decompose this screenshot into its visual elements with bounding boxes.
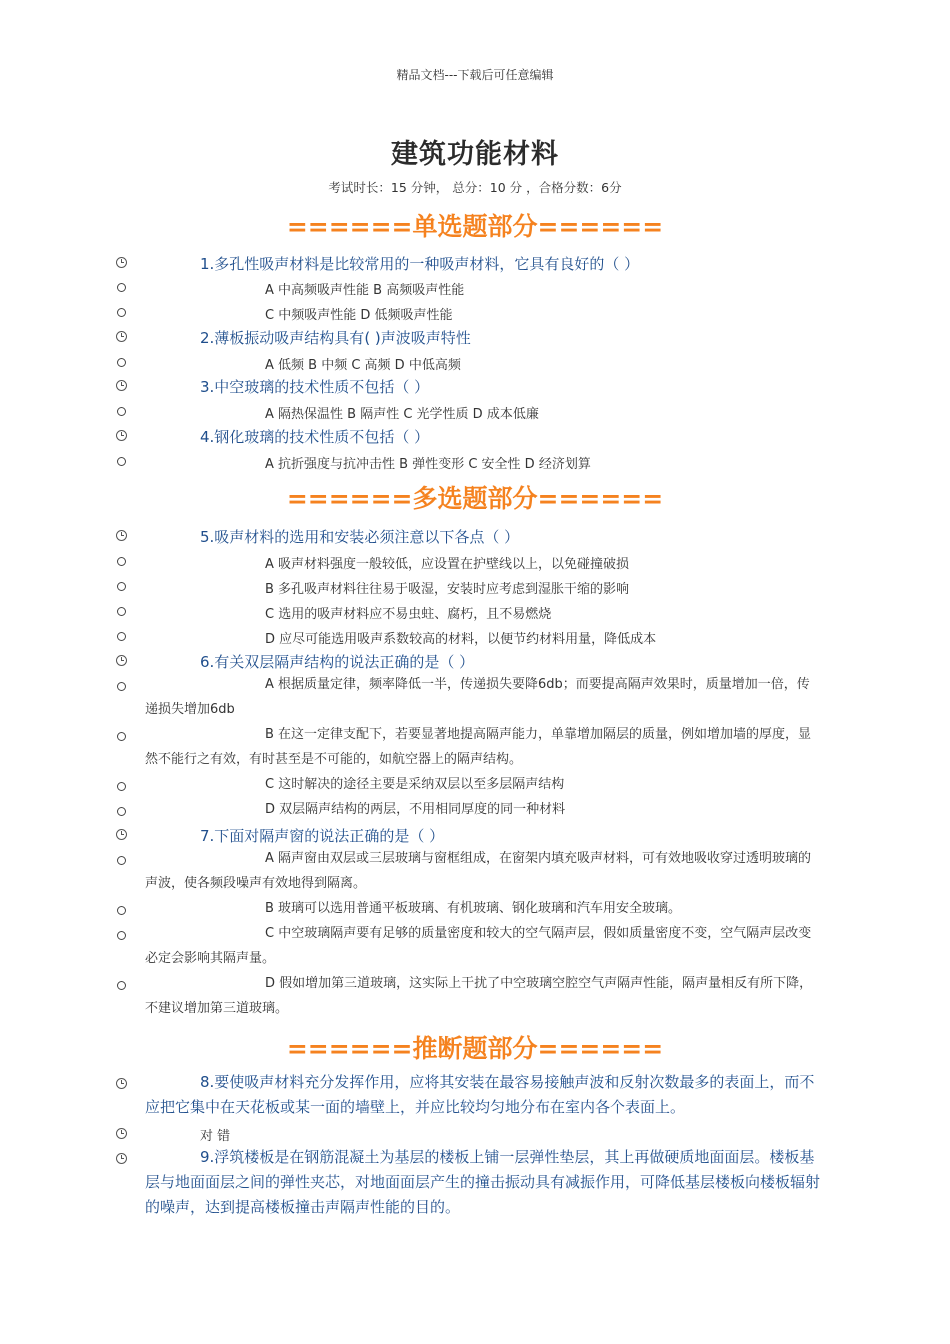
checkbox-circle-icon[interactable]: [117, 632, 126, 641]
question-text: 3.中空玻璃的技术性质不包括（ ）: [200, 378, 430, 396]
checkbox-circle-icon[interactable]: [117, 931, 126, 940]
checkbox-circle-icon[interactable]: [117, 607, 126, 616]
question-text: 9.浮筑楼板是在钢筋混凝土为基层的楼板上铺一层弹性垫层，其上再做硬质地面面层。楼板基层与地面面层之间的弹性夹芯，对地面面层产生的撞击振动具有减振作用，可降低基层楼板向楼板辐射的噪声，达到提高楼板撞击声隔声性能的目的。: [145, 1148, 821, 1216]
question-text: 8.要使吸声材料充分发挥作用，应将其安装在最容易接触声波和反射次数最多的表面上，而不应把它集中在天花板或某一面的墙壁上，并应比较均匀地分布在室内各个表面上。: [145, 1073, 815, 1116]
option-text: C 中频吸声性能 D 低频吸声性能: [265, 308, 453, 323]
option-text: A 根据质量定律，频率降低一半，传递损失要降6db；而要提高隔声效果时，质量增加一倍，传递损失增加6db: [145, 677, 810, 717]
option-text: B 在这一定律支配下，若要显著地提高隔声能力，单靠增加隔层的质量，例如增加墙的厚度，显然不能行之有效，有时甚至是不可能的，如航空器上的隔声结构。: [145, 727, 812, 767]
question-text: 1.多孔性吸声材料是比较常用的一种吸声材料，它具有良好的（ ）: [200, 255, 640, 273]
checkbox-circle-icon[interactable]: [117, 906, 126, 915]
section-multiple-choice: ======多选题部分======: [286, 484, 664, 513]
checkbox-circle-icon[interactable]: [117, 582, 126, 591]
option-text: A 抗折强度与抗冲击性 B 弹性变形 C 安全性 D 经济划算: [265, 457, 591, 472]
checkbox-circle-icon[interactable]: [117, 557, 126, 566]
option-text: B 玻璃可以选用普通平板玻璃、有机玻璃、钢化玻璃和汽车用安全玻璃。: [265, 901, 682, 916]
radio-circle-icon[interactable]: [117, 358, 126, 367]
radio-circle-icon[interactable]: [117, 457, 126, 466]
option-text: C 这时解决的途径主要是采纳双层以至多层隔声结构: [265, 777, 565, 792]
option-text: C 选用的吸声材料应不易虫蛀、腐朽，且不易燃烧: [265, 607, 552, 622]
checkbox-circle-icon[interactable]: [117, 732, 126, 741]
radio-circle-icon[interactable]: [117, 308, 126, 317]
question-text: 4.钢化玻璃的技术性质不包括（ ）: [200, 428, 430, 446]
header-note: 精品文档---下载后可任意编辑: [396, 68, 554, 82]
section-single-choice: ======单选题部分======: [286, 212, 664, 241]
option-text: A 中高频吸声性能 B 高频吸声性能: [265, 283, 465, 298]
clock-icon: [116, 1128, 127, 1139]
section-judgement: ======推断题部分======: [286, 1034, 664, 1063]
clock-icon: [116, 530, 127, 541]
clock-icon: [116, 430, 127, 441]
option-text: A 隔声窗由双层或三层玻璃与窗框组成，在窗架内填充吸声材料，可有效地吸收穿过透明玻璃的声波，使各频段噪声有效地得到隔离。: [145, 851, 812, 891]
clock-icon: [116, 655, 127, 666]
checkbox-circle-icon[interactable]: [117, 782, 126, 791]
clock-icon: [116, 1153, 127, 1164]
question-text: 7.下面对隔声窗的说法正确的是（ ）: [200, 827, 445, 845]
option-text: A 隔热保温性 B 隔声性 C 光学性质 D 成本低廉: [265, 407, 539, 422]
checkbox-circle-icon[interactable]: [117, 981, 126, 990]
option-text: D 假如增加第三道玻璃，这实际上干扰了中空玻璃空腔空气声隔声性能，隔声量相反有所下降，不建议增加第三道玻璃。: [145, 976, 813, 1016]
question-text: 5.吸声材料的选用和安装必须注意以下各点（ ）: [200, 528, 520, 546]
radio-circle-icon[interactable]: [117, 283, 126, 292]
true-false-options[interactable]: 对 错: [200, 1129, 231, 1144]
clock-icon: [116, 380, 127, 391]
option-text: A 低频 B 中频 C 高频 D 中低高频: [265, 358, 461, 373]
clock-icon: [116, 1078, 127, 1089]
option-text: C 中空玻璃隔声要有足够的质量密度和较大的空气隔声层，假如质量密度不变，空气隔声层改变必定会影响其隔声量。: [145, 926, 812, 966]
radio-circle-icon[interactable]: [117, 407, 126, 416]
document-title: 建筑功能材料: [391, 139, 559, 170]
option-text: A 吸声材料强度一般较低，应设置在护壁线以上，以免碰撞破损: [265, 557, 630, 572]
clock-icon: [116, 257, 127, 268]
option-text: B 多孔吸声材料往往易于吸湿，安装时应考虑到湿胀干缩的影响: [265, 582, 630, 597]
clock-icon: [116, 829, 127, 840]
option-text: D 双层隔声结构的两层，不用相同厚度的同一种材料: [265, 802, 566, 817]
checkbox-circle-icon[interactable]: [117, 856, 126, 865]
question-text: 2.薄板振动吸声结构具有( )声波吸声特性: [200, 329, 471, 347]
checkbox-circle-icon[interactable]: [117, 807, 126, 816]
question-text: 6.有关双层隔声结构的说法正确的是（ ）: [200, 653, 475, 671]
exam-info: 考试时长：15 分钟， 总分：10 分 ，合格分数：6分: [328, 180, 622, 195]
checkbox-circle-icon[interactable]: [117, 682, 126, 691]
option-text: D 应尽可能选用吸声系数较高的材料，以便节约材料用量，降低成本: [265, 632, 657, 647]
clock-icon: [116, 331, 127, 342]
